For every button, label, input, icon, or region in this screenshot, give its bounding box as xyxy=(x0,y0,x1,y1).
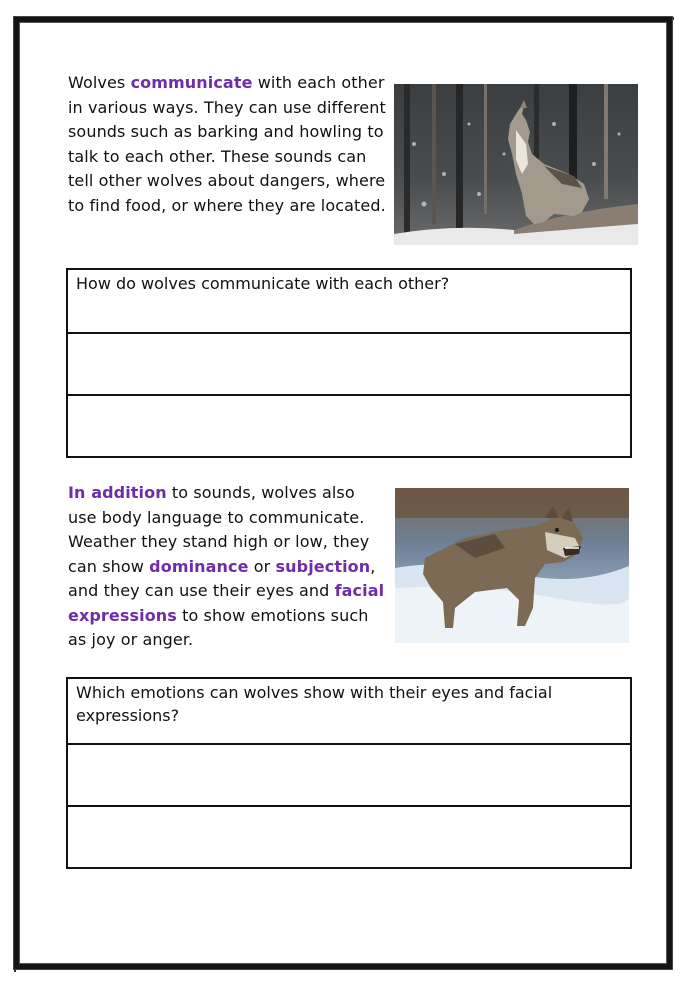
question-box-2 xyxy=(66,677,632,869)
answer-line[interactable] xyxy=(68,332,630,394)
answer-line[interactable] xyxy=(68,805,630,867)
passage-body-language xyxy=(68,481,388,653)
passage-segment: or xyxy=(248,556,276,576)
answer-line[interactable] xyxy=(68,394,630,456)
keyword-subjection: subjection xyxy=(275,556,371,576)
keyword-facial-expressions: facial expressions xyxy=(68,581,385,625)
answer-text[interactable] xyxy=(68,334,630,336)
answer-text[interactable] xyxy=(68,745,630,747)
question-box-1 xyxy=(66,268,632,458)
passage-segment: to sounds, wolves also use body language to communicate. Weather they stand high or low, they can show xyxy=(68,483,370,576)
question-prompt-2: Which emotions can wolves show with their eyes and facial expressions? xyxy=(76,683,553,725)
keyword-communicate: communicate xyxy=(130,73,253,92)
howling-wolf-photo xyxy=(394,84,638,245)
passage-segment: with each other in various ways. They can use different sounds such as barking and howling to talk to each other. These sounds can tell other wolves about dangers, where to find food, or where they are located. xyxy=(68,73,386,215)
answer-line[interactable] xyxy=(68,743,630,805)
keyword-in-addition: In addition xyxy=(68,483,167,502)
passage-segment: Wolves xyxy=(68,73,131,92)
passage-segment: to show emotions such as joy or anger. xyxy=(68,605,369,649)
keyword-dominance: dominance xyxy=(149,556,249,576)
answer-text[interactable] xyxy=(68,396,630,398)
answer-text[interactable] xyxy=(68,807,630,809)
snarling-wolf-photo xyxy=(395,488,629,643)
question-prompt-1: How do wolves communicate with each other? xyxy=(76,274,450,293)
question-row xyxy=(68,679,630,743)
passage-communication xyxy=(68,71,388,218)
passage-segment: , and they can use their eyes and xyxy=(68,556,376,600)
question-row xyxy=(68,270,630,332)
